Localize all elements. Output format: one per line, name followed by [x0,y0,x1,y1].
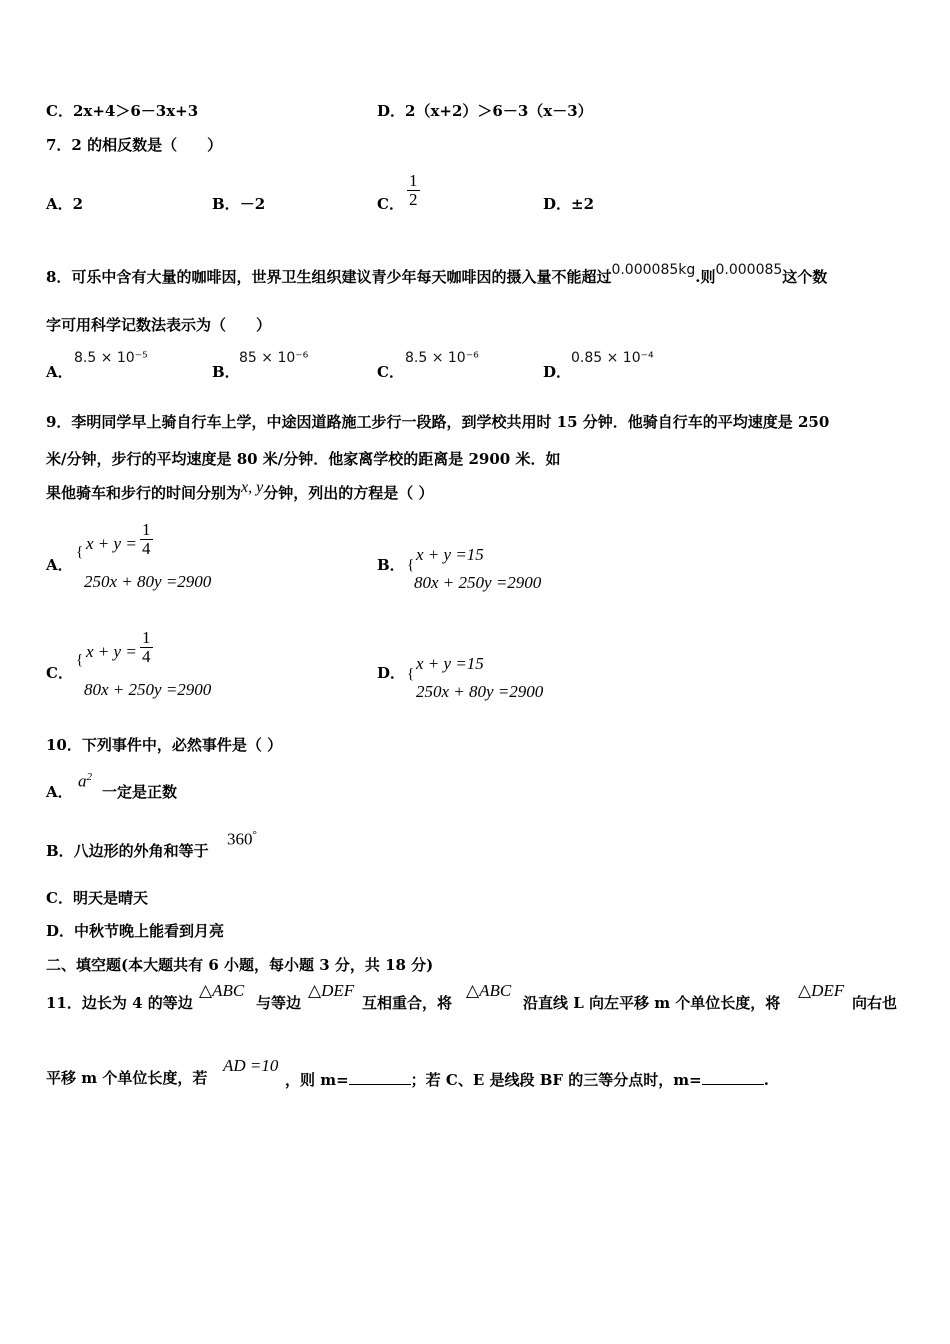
q11-line2-part2 [285,1071,769,1088]
q9-option-c-eq2: 80x + 250y =2900 [84,680,212,699]
q8-option-d-text: 0.85 × 10⁻⁴ [571,350,654,366]
q9-stem-line3 [46,479,434,502]
q8-mass-value: 0.000085kg [611,262,696,278]
q11-answer-blank-2 [702,1071,764,1085]
q9-stem-part2: 分钟，列出的方程是（ ） [263,484,434,502]
q8-option-c-text: 8.5 × 10⁻⁶ [405,350,479,366]
q11-line1-part1: 11．边长为 4 的等边 [46,994,193,1012]
q8-stem-part2: .则 [695,268,716,286]
q8-stem-part1: 8．可乐中含有大量的咖啡因，世界卫生组织建议青少年每天咖啡因的摄入量不能超过 [46,268,612,286]
q9-option-a-eq1-lhs: x + y = [86,534,137,553]
fraction-numerator: 1 [142,628,151,647]
option-text: －2 [239,195,266,213]
q9-option-c-eq1-lhs: x + y = [86,642,137,661]
q9-option-d-label: D． [377,664,406,682]
fraction-numerator: 1 [409,171,418,190]
q11-triangle-abc-2: △ABC [466,981,512,1000]
q7-option-b [212,197,265,212]
q9-option-d-eq1: x + y =15 [416,654,484,673]
q8-stem-part3: 这个数 [782,268,828,286]
option-text: 2（x+2）＞6－3（x－3） [405,102,593,120]
q11-triangle-def-2: △DEF [798,981,845,1000]
option-label: C． [46,102,73,120]
q11-triangle-def: △DEF [308,981,355,1000]
q9-stem-line1: 9．李明同学早上骑自行车上学，中途因道路施工步行一段路，到学校共用时 15 分钟．他骑自行车的平均速度是 250 [46,413,830,431]
q7-option-a [46,197,83,212]
q8-stem-line1 [46,262,828,286]
q9-option-b-label: B． [377,556,405,574]
power-base: a [78,771,87,791]
q11-line1-part4: 沿直线 L 向左平移 m 个单位长度，将 [523,994,781,1012]
q8-option-a-label: A． [46,363,73,381]
q11-line2-text-b: ；若 C、E 是线段 BF 的三等分点时，m= [410,1071,702,1089]
q9-option-a-label: A． [46,556,73,574]
q10-option-a-power [78,772,92,790]
option-label: B． [212,195,240,213]
degree-symbol: ° [252,829,257,841]
q8-option-a-text: 8.5 × 10⁻⁵ [74,350,148,366]
q9-option-a-eq1-fraction [140,521,153,558]
q9-option-b-eq2: 80x + 250y =2900 [414,573,542,592]
q11-answer-blank-1 [349,1071,411,1085]
q9-option-c-brace: { [76,652,84,668]
q9-option-a-eq2: 250x + 80y =2900 [84,572,212,591]
q10-option-a [46,785,73,800]
q6-option-d [377,104,593,119]
q7-option-c-label: C． [377,195,404,213]
option-label: A． [46,195,73,213]
q9-option-b-brace: { [407,557,415,573]
q10-option-d: D．中秋节晚上能看到月亮 [46,922,225,940]
q6-option-c [46,104,198,119]
q7-option-d [543,197,594,212]
angle-value: 360 [227,829,253,849]
q10-option-a-text: 一定是正数 [102,783,178,801]
fraction-denominator: 4 [142,538,151,558]
fraction-numerator: 1 [142,520,151,539]
option-label: A． [46,783,73,801]
q8-stem-line2: 字可用科学记数法表示为（ ） [46,316,272,334]
option-text: 2x+4＞6－3x+3 [72,102,199,120]
q10-stem: 10．下列事件中，必然事件是（ ） [46,736,283,754]
fraction-denominator: 4 [142,646,151,666]
q9-variables: x, y [241,479,264,496]
q11-line2-text-a: ，则 m= [285,1071,349,1089]
q10-option-c: C．明天是晴天 [46,889,148,907]
q7-stem: 7．2 的相反数是（ ） [46,136,223,154]
fraction-denominator: 2 [409,189,418,209]
q9-stem-part1: 果他骑车和步行的时间分别为 [46,484,242,502]
power-exponent: 2 [86,771,92,783]
option-label: D． [377,102,406,120]
section-title-fill-in: 二、填空题(本大题共有 6 小题，每小题 3 分，共 18 分) [46,956,434,974]
q8-option-b-label: B． [212,363,240,381]
q11-line2-text-c: . [763,1071,769,1089]
q11-ad-equation: AD =10 [223,1056,279,1075]
q9-option-c-label: C． [46,664,73,682]
q8-number-value: 0.000085 [715,262,783,278]
q11-line1-part3: 互相重合，将 [362,994,453,1012]
q9-option-d-eq2: 250x + 80y =2900 [416,682,544,701]
option-text: 2 [72,195,84,213]
q9-stem-line2: 米/分钟，步行的平均速度是 80 米/分钟．他家离学校的距离是 2900 米．如 [46,450,561,468]
q11-line2-part1: 平移 m 个单位长度，若 [46,1069,208,1087]
q9-option-a-brace: { [76,544,84,560]
q8-option-c-label: C． [377,363,404,381]
q8-option-d-label: D． [543,363,572,381]
q9-option-b-eq1: x + y =15 [416,545,484,564]
q8-option-b-text: 85 × 10⁻⁶ [239,350,309,366]
q11-triangle-abc: △ABC [199,981,245,1000]
q9-option-d-brace: { [407,666,415,682]
q9-option-c-eq1-fraction [140,629,153,666]
option-label: D． [543,195,572,213]
q10-option-b: B．八边形的外角和等于 [46,842,209,860]
q11-line1-part2: 与等边 [256,994,302,1012]
q11-line1-part5: 向右也 [852,994,898,1012]
q10-option-b-value [227,830,257,848]
q7-option-c-fraction [407,172,420,209]
option-text: ±2 [571,195,595,213]
